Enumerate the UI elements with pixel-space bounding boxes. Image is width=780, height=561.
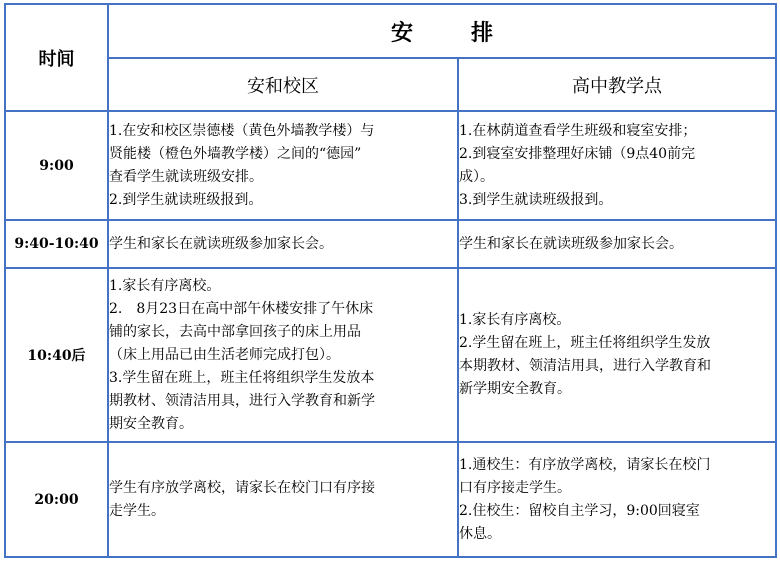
cell-line: 2.到学生就读班级报到。 <box>109 191 263 208</box>
time-column-header <box>5 4 108 111</box>
cell-line: 查看学生就读班级安排。 <box>109 168 263 185</box>
time-cell <box>5 220 108 268</box>
time-cell <box>5 111 108 220</box>
campus-a-cell <box>108 268 458 442</box>
campus-header-anhe <box>108 58 458 111</box>
table-row <box>5 442 776 557</box>
cell-line: 休息。 <box>459 525 501 542</box>
cell-line: 1.通校生：有序放学离校，请家长在校门 <box>459 456 711 473</box>
time-header-label: 时间 <box>38 48 75 70</box>
table-row <box>5 111 776 220</box>
cell-line: 1.家长有序离校。 <box>109 277 221 294</box>
campus-b-cell <box>458 268 776 442</box>
campus-b-cell <box>458 220 776 268</box>
header-row-top <box>5 4 776 58</box>
time-label: 9:40-10:40 <box>14 236 99 252</box>
cell-line: 2. 8月23日在高中部午休楼安排了午休床 <box>109 300 374 317</box>
time-cell <box>5 442 108 557</box>
campus-a-cell <box>108 442 458 557</box>
campus-b-cell <box>458 442 776 557</box>
cell-line: 成）。 <box>459 168 494 185</box>
cell-line: 1.在林荫道查看学生班级和寝室安排； <box>459 122 697 139</box>
schedule-table <box>4 3 777 558</box>
time-label: 9:00 <box>39 157 74 174</box>
table-row <box>5 268 776 442</box>
campus-a-cell <box>108 220 458 268</box>
time-label: 10:40后 <box>27 348 86 364</box>
table-row <box>5 220 776 268</box>
arrangement-header-char-1: 安 <box>390 20 413 46</box>
arrangement-header <box>108 4 776 58</box>
cell-line: 期教材、领清洁用具，进行入学教育和新学 <box>109 392 375 409</box>
campus-b-cell <box>458 111 776 220</box>
cell-line: 3.学生留在班上，班主任将组织学生发放本 <box>109 369 375 386</box>
cell-line: 2.到寝室安排整理好床铺（9点40前完 <box>459 145 696 162</box>
cell-line: 口有序接走学生。 <box>459 479 571 496</box>
cell-line: 新学期安全教育。 <box>459 381 571 397</box>
cell-line: 学生和家长在就读班级参加家长会。 <box>109 235 333 252</box>
cell-line: （床上用品已由生活老师完成打包）。 <box>109 346 340 363</box>
cell-line: 1.家长有序离校。 <box>459 312 571 328</box>
cell-line: 期安全教育。 <box>109 415 193 432</box>
cell-line: 3.到学生就读班级报到。 <box>459 191 613 208</box>
campus-header-highschool-label: 高中教学点 <box>572 75 662 97</box>
campus-a-cell <box>108 111 458 220</box>
arrangement-header-char-2: 排 <box>471 20 494 46</box>
cell-line: 走学生。 <box>109 502 165 519</box>
cell-line: 学生有序放学离校，请家长在校门口有序接 <box>109 479 375 496</box>
cell-line: 本期教材、领清洁用具，进行入学教育和 <box>459 358 711 374</box>
campus-header-anhe-label: 安和校区 <box>247 75 319 97</box>
cell-line: 2.学生留在班上，班主任将组织学生发放 <box>459 335 711 351</box>
campus-header-highschool <box>458 58 776 111</box>
cell-line: 学生和家长在就读班级参加家长会。 <box>459 235 683 252</box>
cell-line: 贤能楼（橙色外墙教学楼）之间的“德园” <box>109 145 362 162</box>
header-row-campuses <box>5 58 776 111</box>
cell-line: 铺的家长，去高中部拿回孩子的床上用品 <box>109 323 361 340</box>
cell-line: 2.住校生：留校自主学习，9:00回寝室 <box>459 502 700 519</box>
time-label: 20:00 <box>34 491 79 508</box>
cell-line: 1.在安和校区崇德楼（黄色外墙教学楼）与 <box>109 122 375 139</box>
time-cell <box>5 268 108 442</box>
